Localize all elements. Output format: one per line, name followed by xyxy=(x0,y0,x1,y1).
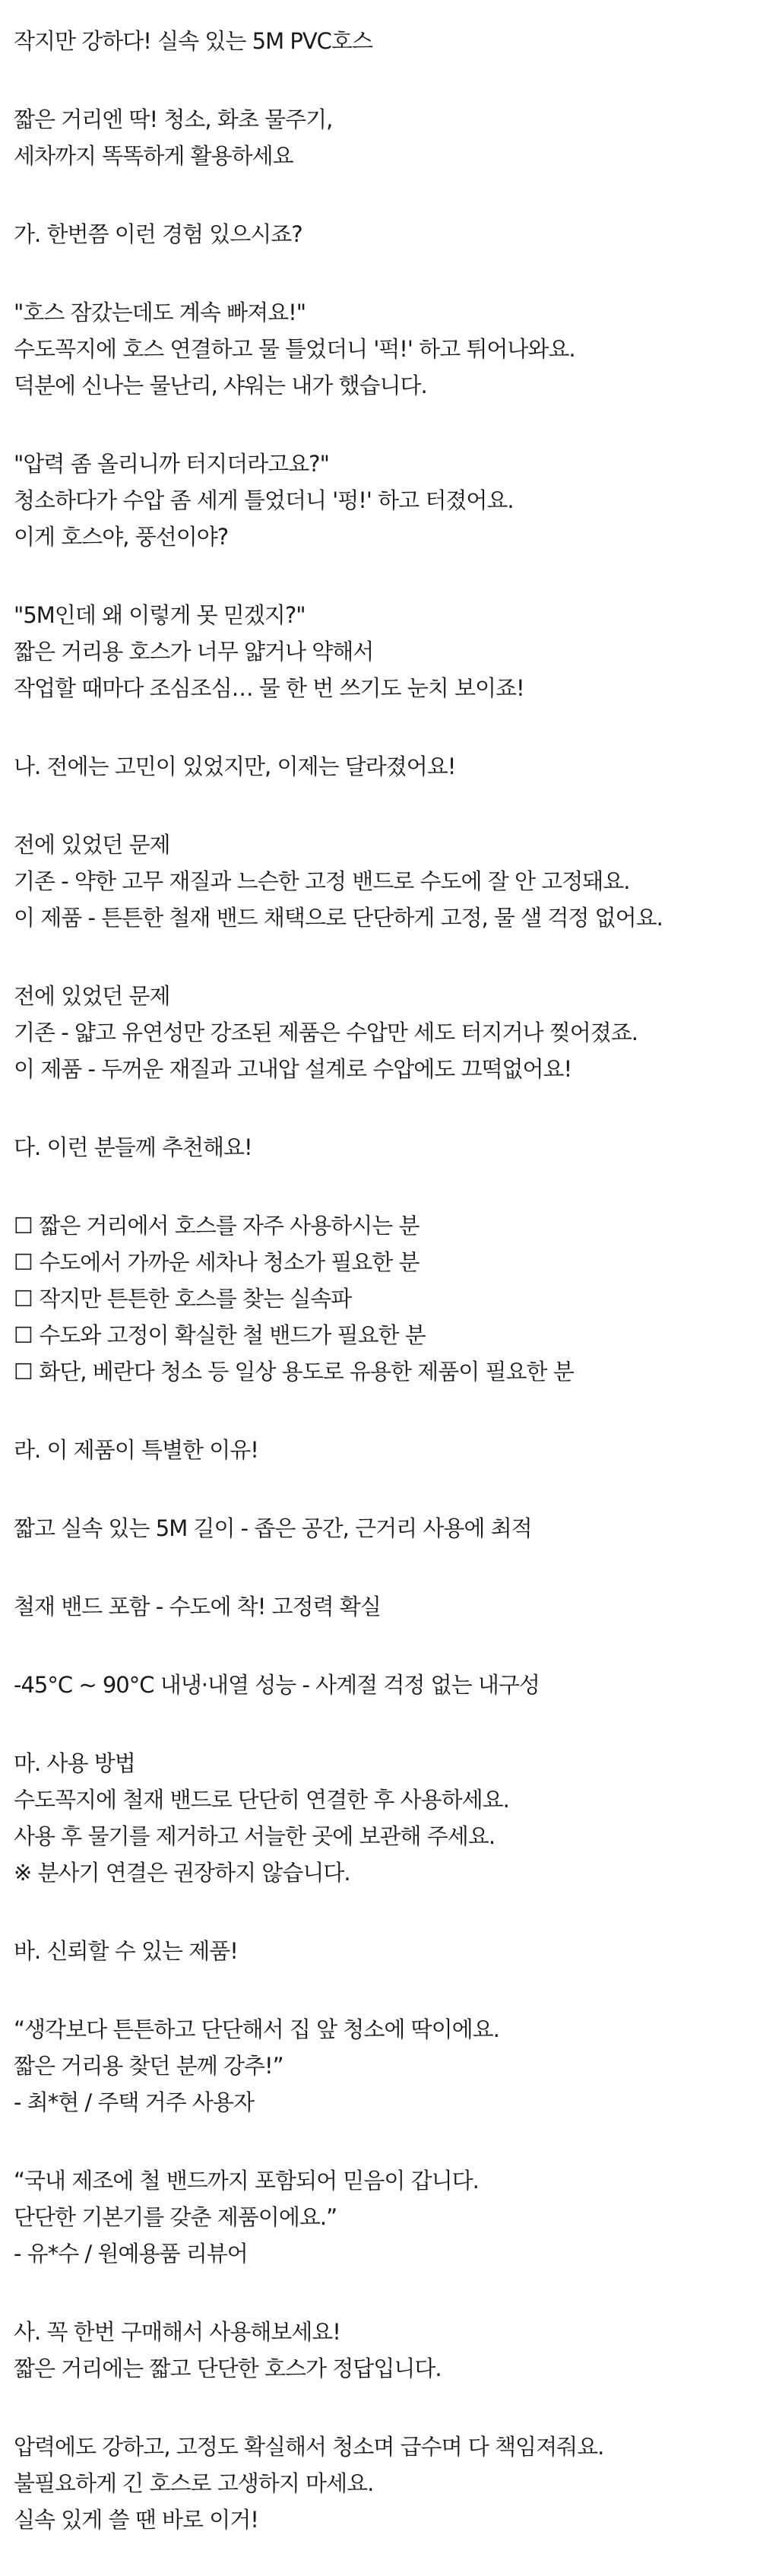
paragraph-spacer xyxy=(14,785,751,826)
paragraph-spacer xyxy=(14,1547,751,1588)
text-line: ※ 분사기 연결은 권장하지 않습니다. xyxy=(14,1860,350,1886)
paragraph xyxy=(14,446,751,555)
paragraph-spacer xyxy=(14,1390,751,1432)
paragraph xyxy=(14,294,751,404)
text-line: 덕분에 신나는 물난리, 샤워는 내가 했습니다. xyxy=(14,373,427,398)
text-line: - 최*현 / 주택 거주 사용자 xyxy=(14,2089,254,2115)
text-line: 다. 이런 분들께 추천해요! xyxy=(14,1134,252,1160)
paragraph-spacer xyxy=(14,1969,751,2011)
paragraph xyxy=(14,1588,751,1625)
text-line: 짧은 거리에는 짧고 단단한 호스가 정답입니다. xyxy=(14,2356,442,2381)
paragraph xyxy=(14,2162,751,2272)
paragraph xyxy=(14,1432,751,1468)
paragraph xyxy=(14,1510,751,1547)
text-line: 수도꼭지에 호스 연결하고 물 틀었더니 '퍽!' 하고 튀어나와요. xyxy=(14,336,575,362)
paragraph-spacer xyxy=(14,1166,751,1207)
text-line: ☐ 작지만 튼튼한 호스를 찾는 실속파 xyxy=(14,1286,352,1312)
text-line: 이게 호스야, 풍선이야? xyxy=(14,524,229,550)
text-line: 짧고 실속 있는 5M 길이 - 좁은 공간, 근거리 사용에 최적 xyxy=(14,1515,532,1541)
text-line: 실속 있게 쓸 땐 바로 이거! xyxy=(14,2507,258,2533)
paragraph xyxy=(14,1207,751,1390)
paragraph-spacer xyxy=(14,174,751,216)
text-line: 짧은 거리엔 딱! 청소, 화초 물주기, xyxy=(14,106,333,132)
paragraph-spacer xyxy=(14,2272,751,2314)
text-line: 압력에도 강하고, 고정도 확실해서 청소며 급수며 다 책임져줘요. xyxy=(14,2434,604,2460)
text-line: 짧은 거리용 호스가 너무 얇거나 약해서 xyxy=(14,639,374,665)
text-line: 철재 밴드 포함 - 수도에 착! 고정력 확실 xyxy=(14,1594,381,1620)
paragraph-spacer xyxy=(14,2387,751,2428)
text-line: 불필요하게 긴 호스로 고생하지 마세요. xyxy=(14,2470,374,2496)
text-line: 기존 - 약한 고무 재질과 느슨한 고정 밴드로 수도에 잘 안 고정돼요. xyxy=(14,868,630,894)
text-line: -45°C ~ 90°C 내냉·내열 성능 - 사계절 걱정 없는 내구성 xyxy=(14,1672,540,1698)
text-line: 사. 꼭 한번 구매해서 사용해보세요! xyxy=(14,2319,340,2345)
paragraph xyxy=(14,1129,751,1166)
text-line: ☐ 화단, 베란다 청소 등 일상 용도로 유용한 제품이 필요한 분 xyxy=(14,1359,574,1385)
text-line: 작업할 때마다 조심조심… 물 한 번 쓰기도 눈치 보이죠! xyxy=(14,675,524,701)
paragraph xyxy=(14,597,751,706)
text-line: 라. 이 제품이 특별한 이유! xyxy=(14,1437,258,1463)
text-line: “국내 제조에 철 밴드까지 포함되어 믿음이 갑니다. xyxy=(14,2168,479,2194)
product-description xyxy=(14,23,751,2538)
text-line: 가. 한번쯤 이런 경험 있으시죠? xyxy=(14,221,302,247)
paragraph-spacer xyxy=(14,1625,751,1667)
text-line: 수도꼭지에 철재 밴드로 단단히 연결한 후 사용하세요. xyxy=(14,1787,509,1813)
text-line: - 유*수 / 원예용품 리뷰어 xyxy=(14,2241,248,2267)
text-line: 짧은 거리용 찾던 분께 강추!” xyxy=(14,2053,283,2079)
paragraph xyxy=(14,2011,751,2121)
paragraph xyxy=(14,23,751,59)
paragraph xyxy=(14,2428,751,2538)
paragraph xyxy=(14,1933,751,1969)
text-line: "압력 좀 올리니까 터지더라고요?" xyxy=(14,451,329,477)
text-line: ☐ 수도에서 가까운 세차나 청소가 필요한 분 xyxy=(14,1249,420,1275)
text-line: 나. 전에는 고민이 있었지만, 이제는 달라졌어요! xyxy=(14,753,456,779)
text-line: 기존 - 얇고 유연성만 강조된 제품은 수압만 세도 터지거나 찢어졌죠. xyxy=(14,1020,638,1045)
paragraph xyxy=(14,2314,751,2387)
paragraph-spacer xyxy=(14,1703,751,1745)
paragraph xyxy=(14,101,751,174)
text-line: 이 제품 - 두꺼운 재질과 고내압 설계로 수압에도 끄떡없어요! xyxy=(14,1056,572,1082)
paragraph xyxy=(14,978,751,1087)
text-line: 단단한 기본기를 갖춘 제품이에요.” xyxy=(14,2204,337,2230)
paragraph xyxy=(14,1745,751,1891)
paragraph-spacer xyxy=(14,404,751,446)
text-line: 전에 있었던 문제 xyxy=(14,983,170,1009)
paragraph-spacer xyxy=(14,936,751,978)
text-line: 바. 신뢰할 수 있는 제품! xyxy=(14,1938,238,1964)
paragraph-spacer xyxy=(14,1891,751,1933)
paragraph xyxy=(14,216,751,252)
paragraph-spacer xyxy=(14,555,751,597)
paragraph-spacer xyxy=(14,1468,751,1510)
paragraph xyxy=(14,826,751,936)
paragraph xyxy=(14,748,751,785)
paragraph-spacer xyxy=(14,706,751,748)
paragraph-spacer xyxy=(14,59,751,101)
text-line: "호스 잠갔는데도 계속 빠져요!" xyxy=(14,300,306,325)
text-line: 이 제품 - 튼튼한 철재 밴드 채택으로 단단하게 고정, 물 샐 걱정 없어요. xyxy=(14,905,663,931)
paragraph-spacer xyxy=(14,1087,751,1129)
paragraph xyxy=(14,1667,751,1703)
text-line: 세차까지 똑똑하게 활용하세요 xyxy=(14,143,293,169)
paragraph-spacer xyxy=(14,252,751,294)
text-line: 전에 있었던 문제 xyxy=(14,832,170,858)
text-line: ☐ 짧은 거리에서 호스를 자주 사용하시는 분 xyxy=(14,1213,420,1239)
text-line: 마. 사용 방법 xyxy=(14,1750,135,1776)
text-line: “생각보다 튼튼하고 단단해서 집 앞 청소에 딱이에요. xyxy=(14,2016,499,2042)
text-line: "5M인데 왜 이렇게 못 믿겠지?" xyxy=(14,602,306,628)
text-line: 청소하다가 수압 좀 세게 틀었더니 '펑!' 하고 터졌어요. xyxy=(14,487,514,513)
text-line: 사용 후 물기를 제거하고 서늘한 곳에 보관해 주세요. xyxy=(14,1823,496,1849)
text-line: 작지만 강하다! 실속 있는 5M PVC호스 xyxy=(14,28,372,54)
text-line: ☐ 수도와 고정이 확실한 철 밴드가 필요한 분 xyxy=(14,1322,426,1348)
paragraph-spacer xyxy=(14,2121,751,2162)
